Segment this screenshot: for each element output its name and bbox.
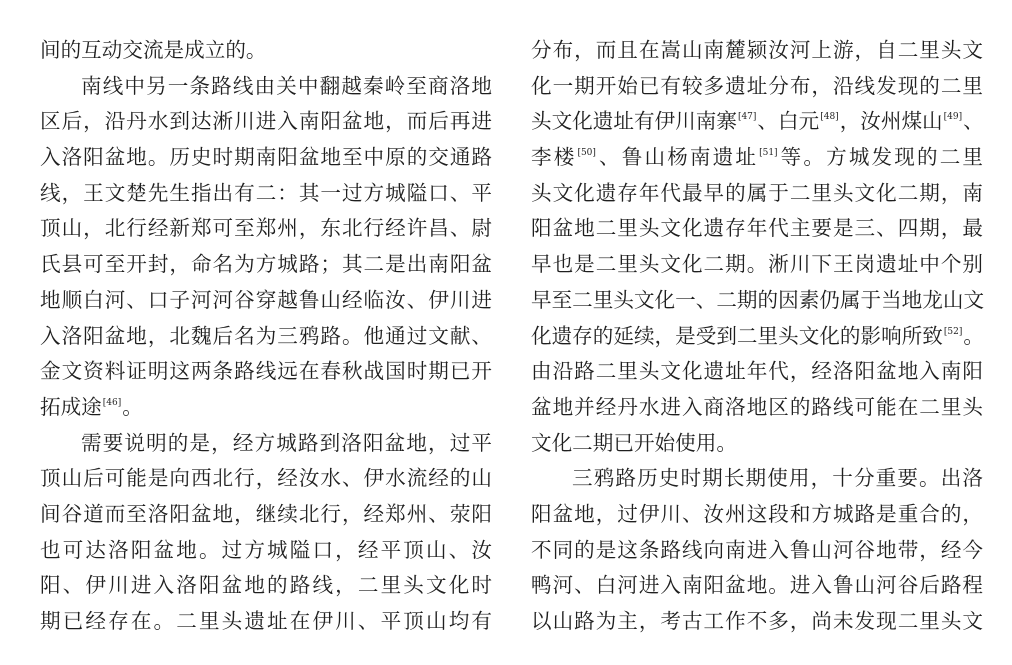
- line-text: 、白元: [757, 109, 820, 134]
- line-text: ，汝州煤山: [839, 109, 943, 134]
- paragraph-line: 期已经存在。二里头遗址在伊川、平顶山均有: [40, 609, 492, 633]
- paragraph-line: 早也是二里头文化二期。淅川下王岗遗址中个别: [531, 252, 983, 277]
- citation-ref[interactable]: [50]: [577, 148, 596, 159]
- paragraph-line: 入洛阳盆地，北魏后名为三鸦路。他通过文献、: [40, 323, 492, 348]
- citation-ref[interactable]: [52]: [943, 326, 963, 337]
- paragraph-line: 也可达洛阳盆地。过方城隘口，经平顶山、汝: [40, 537, 492, 562]
- paragraph-line: 头文化遗存年代最早的属于二里头文化二期，南: [531, 180, 983, 205]
- paragraph-line: 分布，而且在嵩山南麓颍汝河上游，自二里头文: [531, 38, 983, 62]
- citation-ref[interactable]: [48]: [820, 112, 839, 123]
- line-text: 李楼: [531, 145, 577, 170]
- paragraph-line: 以山路为主，考古工作不多，尚未发现二里头文: [531, 609, 983, 633]
- citation-ref[interactable]: [47]: [737, 112, 757, 123]
- paragraph-line: 阳、伊川进入洛阳盆地的路线，二里头文化时: [40, 573, 492, 598]
- paragraph-line: 金文资料证明这两条路线远在春秋战国时期已开: [40, 359, 492, 384]
- paragraph-line: 由沿路二里头文化遗址年代，经洛阳盆地入南阳: [531, 359, 983, 384]
- paragraph-line: 间的互动交流是成立的。: [40, 38, 267, 62]
- paragraph-line: 间谷道而至洛阳盆地，继续北行，经郑州、荥阳: [40, 501, 492, 526]
- paragraph-line: 线，王文楚先生指出有二：其一过方城隘口、平: [40, 180, 492, 205]
- line-text: 、鲁山杨南遗址: [596, 145, 759, 170]
- citation-ref[interactable]: [49]: [943, 112, 963, 123]
- paragraph-line: 三鸦路历史时期长期使用，十分重要。出洛: [572, 466, 983, 491]
- paragraph-line: 南线中另一条路线由关中翻越秦岭至商洛地: [81, 73, 492, 98]
- left-text-column: [40, 33, 492, 640]
- paragraph-line: [531, 140, 983, 176]
- paragraph-line: 区后，沿丹水到达淅川进入南阳盆地，而后再进: [40, 109, 492, 134]
- paragraph-line: 顶山后可能是向西北行，经汝水、伊水流经的山: [40, 466, 492, 491]
- paragraph-line: 入洛阳盆地。历史时期南阳盆地至中原的交通路: [40, 145, 492, 170]
- citation-ref[interactable]: [51]: [759, 148, 778, 159]
- citation-ref[interactable]: [46]: [102, 397, 122, 408]
- line-text: 化遗存的延续，是受到二里头文化的影响所致: [531, 323, 943, 348]
- line-text: 、: [963, 109, 984, 134]
- paragraph-line: 地顺白河、口子河河谷穿越鲁山经临汝、伊川进: [40, 287, 492, 312]
- paragraph-line: 文化二期已开始使用。: [531, 430, 737, 455]
- paragraph-line: 阳盆地，过伊川、汝州这段和方城路是重合的，: [531, 501, 983, 526]
- paragraph-line: 化一期开始已有较多遗址分布，沿线发现的二里: [531, 73, 983, 98]
- right-text-column: [531, 33, 983, 640]
- paragraph-line: [531, 104, 983, 140]
- paragraph-line: 早至二里头文化一、二期的因素仍属于当地龙山文: [531, 287, 985, 312]
- line-text: 拓成途: [40, 394, 102, 419]
- paragraph-line: 不同的是这条路线向南进入鲁山河谷地带，经今: [531, 537, 983, 562]
- paragraph-line: 阳盆地二里头文化遗存年代主要是三、四期，最: [531, 216, 983, 241]
- paragraph-line: 氏县可至开封，命名为方城路；其二是出南阳盆: [40, 252, 492, 277]
- line-text: 。: [963, 323, 984, 348]
- paragraph-line: 盆地并经丹水进入商洛地区的路线可能在二里头: [531, 394, 983, 419]
- line-text: 等。方城发现的二里: [778, 145, 984, 170]
- paragraph-line: 鸭河、白河进入南阳盆地。进入鲁山河谷后路程: [531, 573, 983, 598]
- paragraph-line: 顶山，北行经新郑可至郑州，东北行经许昌、尉: [40, 216, 492, 241]
- paragraph-line: 需要说明的是，经方城路到洛阳盆地，过平: [81, 430, 492, 455]
- paragraph-line: [40, 390, 492, 426]
- line-text: 头文化遗址有伊川南寨: [531, 109, 737, 134]
- line-text: 。: [122, 394, 143, 419]
- paragraph-line: [531, 319, 983, 355]
